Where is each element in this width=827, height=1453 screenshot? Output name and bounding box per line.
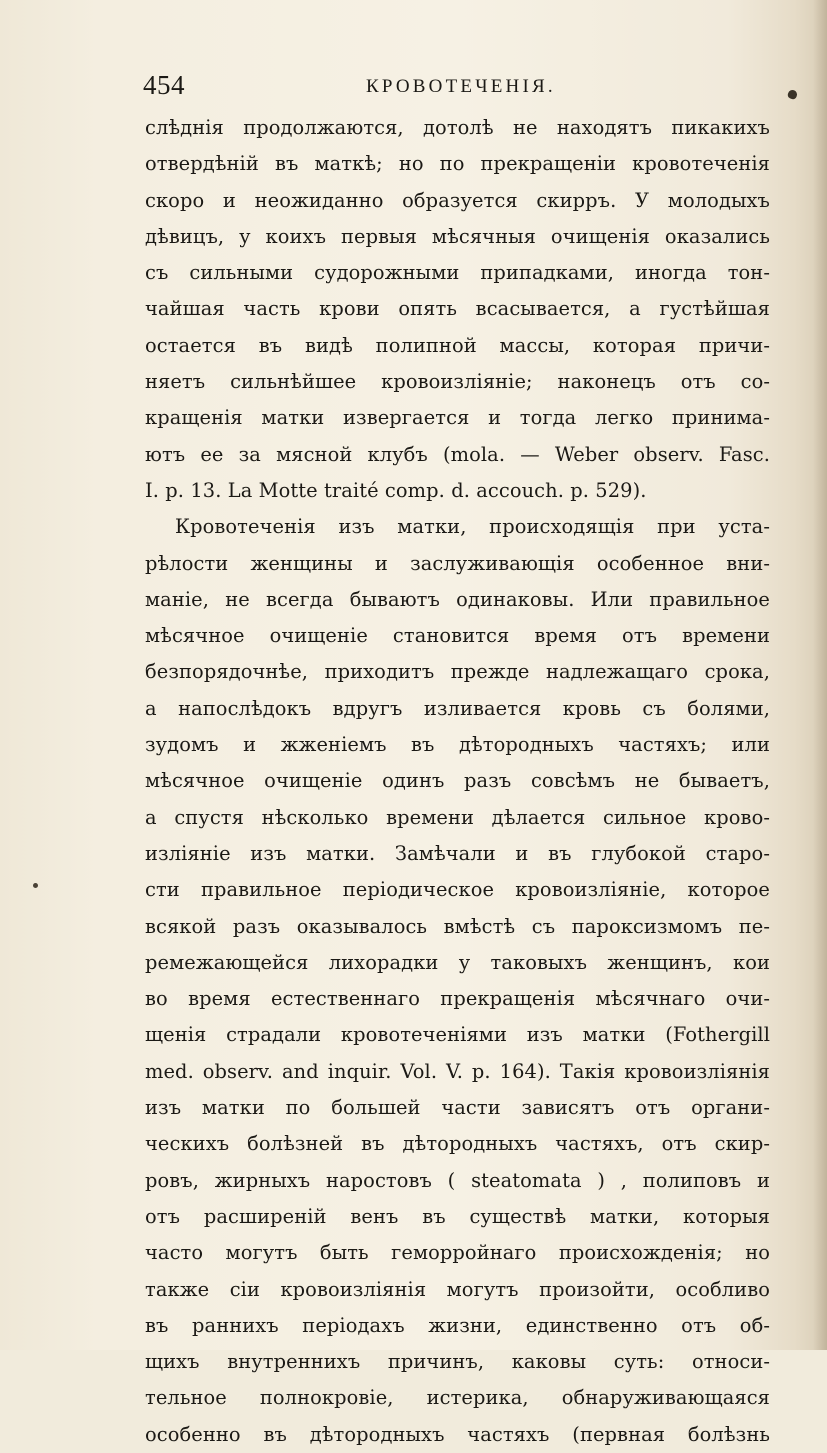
text-line: съ сильными судорожными припадками, иногда тон- xyxy=(145,261,770,285)
text-line: отъ расширеній венъ въ существѣ матки, которыя xyxy=(145,1204,770,1228)
text-line: зудомъ и жженіемъ въ дѣтородныхъ частяхъ; или xyxy=(145,733,770,757)
text-line: особенно въ дѣтородныхъ частяхъ (первная болѣзнь xyxy=(145,1422,770,1446)
text-line: кращенія матки извергается и тогда легко принима- xyxy=(145,406,770,430)
body-text xyxy=(145,110,770,1453)
text-line: во время естественнаго прекращенія мѣсячнаго очи- xyxy=(145,987,770,1011)
text-line: дѣвицъ, у коихъ первыя мѣсячныя очищенія оказались xyxy=(145,224,770,248)
text-line: med. observ. and inquir. Vol. V. p. 164). Такія кровоизліянія xyxy=(145,1059,770,1083)
text-line: въ раннихъ періодахъ жизни, единственно отъ об- xyxy=(145,1313,770,1337)
text-line: мѣсячное очищеніе одинъ разъ совсѣмъ не бываетъ, xyxy=(145,769,770,793)
paragraph-2 xyxy=(145,509,770,1453)
text-line: щенія страдали кровотеченіями изъ матки (Fothergill xyxy=(145,1023,770,1047)
text-line: ровъ, жирныхъ наростовъ ( steatomata ) , полиповъ и xyxy=(145,1168,770,1192)
text-line: мѣсячное очищеніе становится время отъ времени xyxy=(145,624,770,648)
text-line: всякой разъ оказывалось вмѣстѣ съ пароксизмомъ пе- xyxy=(145,914,770,938)
text-line: также сіи кровоизліянія могутъ произойти, особливо xyxy=(145,1277,770,1301)
text-line: тельное полнокровіе, истерика, обнаруживающаяся xyxy=(145,1386,770,1410)
text-line: ческихъ болѣзней въ дѣтородныхъ частяхъ, отъ скир- xyxy=(145,1132,770,1156)
text-line: сти правильное періодическое кровоизліяніе, которое xyxy=(145,878,770,902)
text-line: щихъ внутреннихъ причинъ, каковы суть: относи- xyxy=(145,1350,770,1374)
page-edge-shadow xyxy=(813,0,827,1350)
text-line: изъ матки по большей части зависятъ отъ органи- xyxy=(145,1096,770,1120)
text-line: чайшая часть крови опять всасывается, а густѣйшая xyxy=(145,297,770,321)
text-line: а спустя нѣсколько времени дѣлается сильное крово- xyxy=(145,805,770,829)
ink-blot xyxy=(787,89,799,101)
text-line: а напослѣдокъ вдругъ изливается кровь съ болями, xyxy=(145,696,770,720)
text-line: остается въ видѣ полипной массы, которая причи- xyxy=(145,333,770,357)
text-line: слѣднія продолжаются, дотолѣ не находятъ пикакихъ xyxy=(145,116,770,139)
paragraph-1 xyxy=(145,110,770,509)
text-line: маніе, не всегда бываютъ одинаковы. Или правильное xyxy=(145,587,770,611)
page-number: 454 xyxy=(143,70,185,100)
text-line: скоро и неожиданно образуется скирръ. У молодыхъ xyxy=(145,188,770,212)
text-line: Кровотеченія изъ матки, происходящія при уста- xyxy=(175,515,770,539)
running-title: КРОВОТЕЧЕНІЯ. xyxy=(366,76,556,97)
text-line: часто могутъ быть геморройнаго происхожденія; но xyxy=(145,1241,770,1265)
text-line: ремежающейся лихорадки у таковыхъ женщинъ, кои xyxy=(145,950,770,974)
text-line: отвердѣній въ маткѣ; но по прекращеніи кровотеченія xyxy=(145,152,770,176)
text-line: I. p. 13. La Motte traité comp. d. accouch. p. 529). xyxy=(145,478,647,502)
text-line: няетъ сильнѣйшее кровоизліяніе; наконецъ отъ со- xyxy=(145,370,770,394)
text-line: изліяніе изъ матки. Замѣчали и въ глубокой старо- xyxy=(145,841,770,865)
page-header xyxy=(143,70,773,106)
text-line: рѣлости женщины и заслуживающія особенное вни- xyxy=(145,551,770,575)
text-line: ютъ ее за мясной клубъ (mola. — Weber observ. Fasc. xyxy=(145,442,770,466)
margin-ink-dot xyxy=(33,883,38,888)
text-line: безпорядочнѣе, приходитъ прежде надлежащаго срока, xyxy=(145,660,770,684)
